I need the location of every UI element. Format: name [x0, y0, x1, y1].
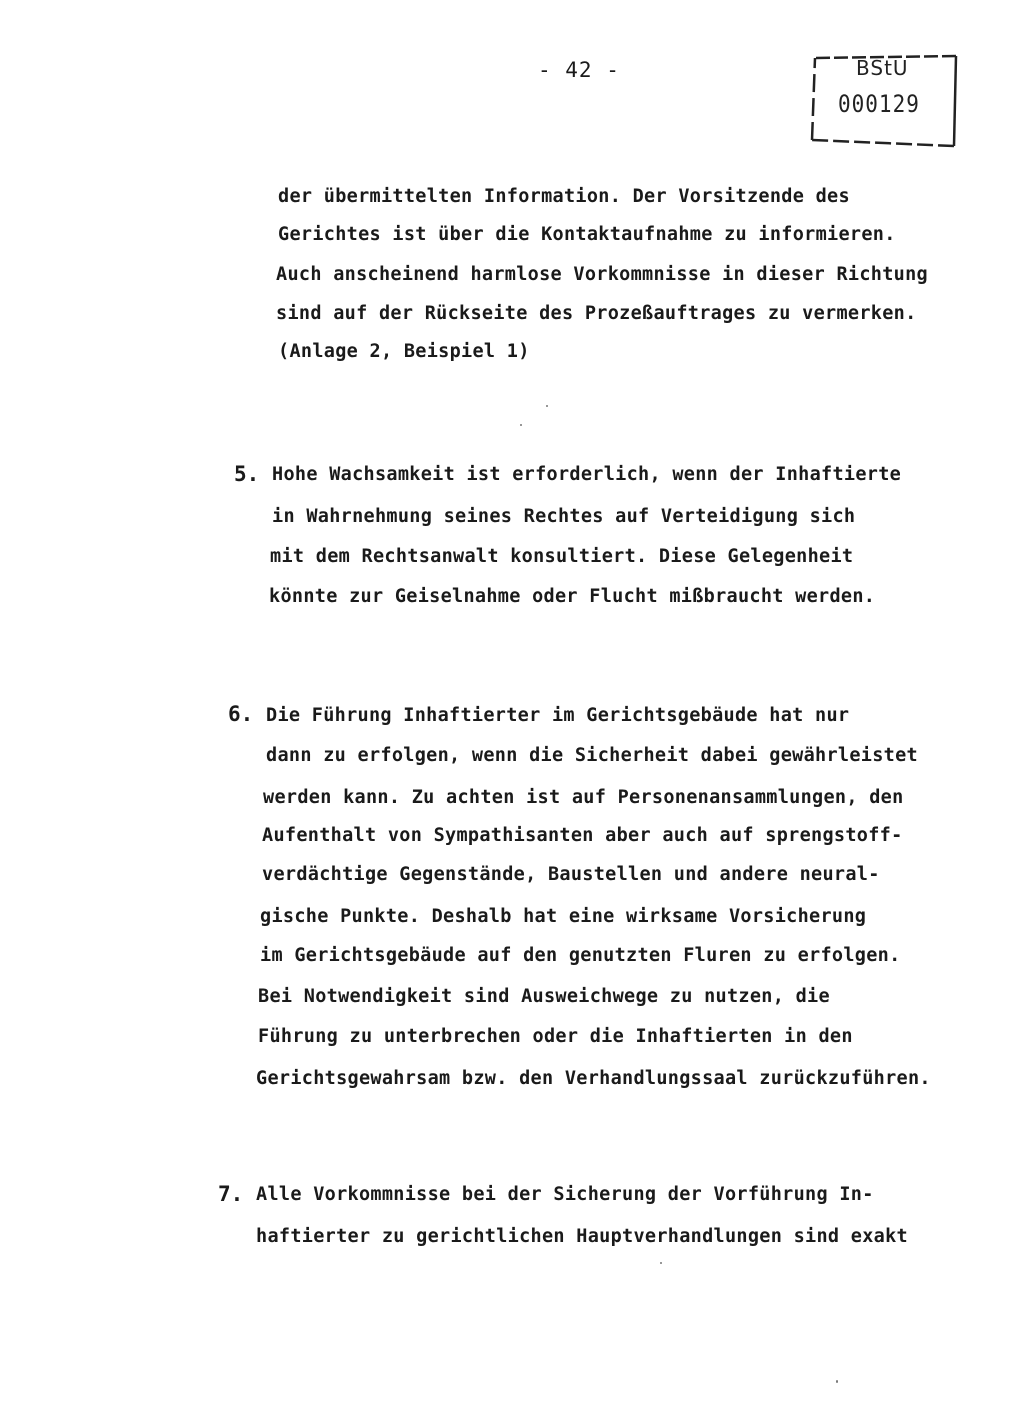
text-line: (Anlage 2, Beispiel 1) — [278, 341, 530, 362]
text-line: könnte zur Geiselnahme oder Flucht mißbraucht werden. — [269, 586, 876, 607]
text-line: Gerichtes ist über die Kontaktaufnahme zu informieren. — [278, 224, 896, 245]
scan-speck — [836, 1380, 838, 1383]
stamp-agency: BStU — [856, 56, 909, 80]
scan-speck — [546, 405, 548, 407]
scan-speck — [520, 424, 522, 426]
text-line: werden kann. Zu achten ist auf Personenansammlungen, den — [263, 787, 904, 808]
item-number: 5. — [234, 462, 260, 486]
text-line: in Wahrnehmung seines Rechtes auf Verteidigung sich — [272, 506, 856, 527]
item-number: 7. — [218, 1182, 244, 1206]
text-line: Bei Notwendigkeit sind Ausweichwege zu nutzen, die — [258, 986, 830, 1007]
text-line: gische Punkte. Deshalb hat eine wirksame Vorsicherung — [260, 906, 867, 927]
text-line: Gerichtsgewahrsam bzw. den Verhandlungssaal zurückzuführen. — [256, 1068, 931, 1089]
item-number: 6. — [228, 702, 254, 726]
text-line: dann zu erfolgen, wenn die Sicherheit dabei gewährleistet — [266, 745, 918, 766]
text-line: haftierter zu gerichtlichen Hauptverhandlungen sind exakt — [256, 1226, 908, 1247]
text-line: Hohe Wachsamkeit ist erforderlich, wenn der Inhaftierte — [272, 464, 902, 485]
scan-speck — [660, 1262, 662, 1264]
text-line: Alle Vorkommnisse bei der Sicherung der Vorführung In- — [256, 1184, 874, 1205]
text-line: im Gerichtsgebäude auf den genutzten Fluren zu erfolgen. — [260, 945, 901, 966]
text-line: der übermittelten Information. Der Vorsitzende des — [278, 186, 850, 207]
text-line: verdächtige Gegenstände, Baustellen und andere neural- — [262, 864, 880, 885]
text-line: mit dem Rechtsanwalt konsultiert. Diese Gelegenheit — [270, 546, 854, 567]
text-line: sind auf der Rückseite des Prozeßauftrages zu vermerken. — [276, 303, 917, 324]
text-line: Die Führung Inhaftierter im Gerichtsgebäude hat nur — [266, 705, 850, 726]
stamp-number: 000129 — [838, 90, 920, 118]
text-line: Auch anscheinend harmlose Vorkommnisse in dieser Richtung — [276, 264, 928, 285]
page-number: - 42 - — [538, 58, 620, 82]
archive-stamp — [808, 50, 958, 148]
text-line: Aufenthalt von Sympathisanten aber auch auf sprengstoff- — [262, 825, 903, 846]
text-line: Führung zu unterbrechen oder die Inhaftierten in den — [258, 1026, 853, 1047]
